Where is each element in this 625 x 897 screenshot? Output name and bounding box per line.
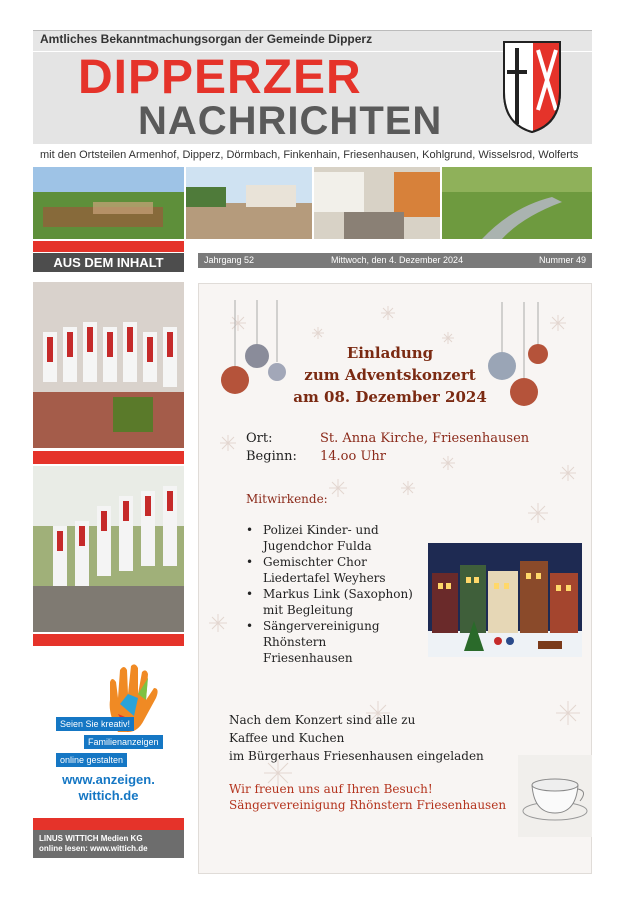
ad-pill-online: online gestalten (56, 753, 127, 767)
beginn-label: Beginn: (246, 449, 297, 464)
ortsteile-line: mit den Ortsteilen Armenhof, Dipperz, Dörmbach, Finkenhain, Friesenhausen, Kohlgrund, Wisselsrod, Wolferts (33, 145, 592, 165)
publisher-online: online lesen: www.wittich.de (39, 844, 148, 853)
plaza-photo (186, 167, 312, 239)
inhalt-label: AUS DEM INHALT (33, 253, 184, 272)
ad-url-line2: wittich.de (78, 788, 139, 803)
village-photo (33, 167, 184, 239)
closing-line2: Sängervereinigung Rhönstern Friesenhausen (229, 798, 507, 812)
list-item: • Polizei Kinder- und Jugendchor Fulda (246, 522, 416, 554)
closing-text (229, 781, 506, 813)
flyer-title (270, 342, 510, 408)
ort-label: Ort: (246, 431, 273, 446)
ort-value: St. Anna Kirche, Friesenhausen (320, 431, 530, 446)
mitwirkende-heading: Mitwirkende: (246, 492, 328, 506)
list-item: • Sängervereinigung Rhönstern Friesenhausen (246, 618, 416, 666)
chorus-photo-1 (33, 282, 184, 448)
flyer-title-line3: am 08. Dezember 2024 (293, 388, 487, 406)
winter-village-illustration (428, 543, 582, 657)
jahrgang: Jahrgang 52 (204, 255, 255, 265)
participants-list (246, 522, 416, 666)
invitation-line2: Kaffee und Kuchen (229, 731, 345, 745)
invitation-line3: im Bürgerhaus Friesenhausen eingeladen (229, 749, 484, 763)
title-nachrichten: NACHRICHTEN (138, 99, 443, 143)
ad-url[interactable] (33, 772, 184, 804)
coat-of-arms-icon (502, 40, 562, 134)
sidebar-redbar-3 (33, 634, 184, 646)
publisher-name: LINUS WITTICH Medien KG (39, 834, 143, 843)
fountain-photo (314, 167, 440, 239)
flyer-title-line2: zum Adventskonzert (304, 366, 476, 384)
issue-infobar (198, 253, 592, 268)
sidebar-redbar-2 (33, 451, 184, 464)
chorus-photo-2 (33, 466, 184, 632)
title-dipperzer: DIPPERZER (78, 51, 362, 104)
invitation-line1: Nach dem Konzert sind alle zu (229, 713, 416, 727)
invitation-text (229, 711, 484, 765)
sidebar-redbar-4 (33, 818, 184, 830)
forest-stream-photo (442, 167, 592, 239)
closing-line1: Wir freuen uns auf Ihren Besuch! (229, 782, 433, 796)
ad-url-line1: www.anzeigen. (62, 772, 155, 787)
ad-pill-familienanzeigen: Familienanzeigen (84, 735, 163, 749)
list-item: • Markus Link (Saxophon) mit Begleitung (246, 586, 416, 618)
beginn-value: 14.oo Uhr (320, 449, 387, 464)
issue-number: Nummer 49 (538, 255, 586, 265)
flyer-title-line1: Einladung (346, 344, 434, 362)
list-item: • Gemischter Chor Liedertafel Weyhers (246, 554, 416, 586)
sidebar-redbar (33, 241, 184, 252)
publisher-footer (33, 830, 184, 858)
publication-organ: Amtliches Bekanntmachungsorgan der Gemeinde Dipperz (40, 32, 373, 46)
ad-pill-kreativ: Seien Sie kreativ! (56, 717, 134, 731)
coffee-cup-icon (518, 755, 592, 837)
issue-date: Mittwoch, den 4. Dezember 2024 (331, 255, 464, 265)
